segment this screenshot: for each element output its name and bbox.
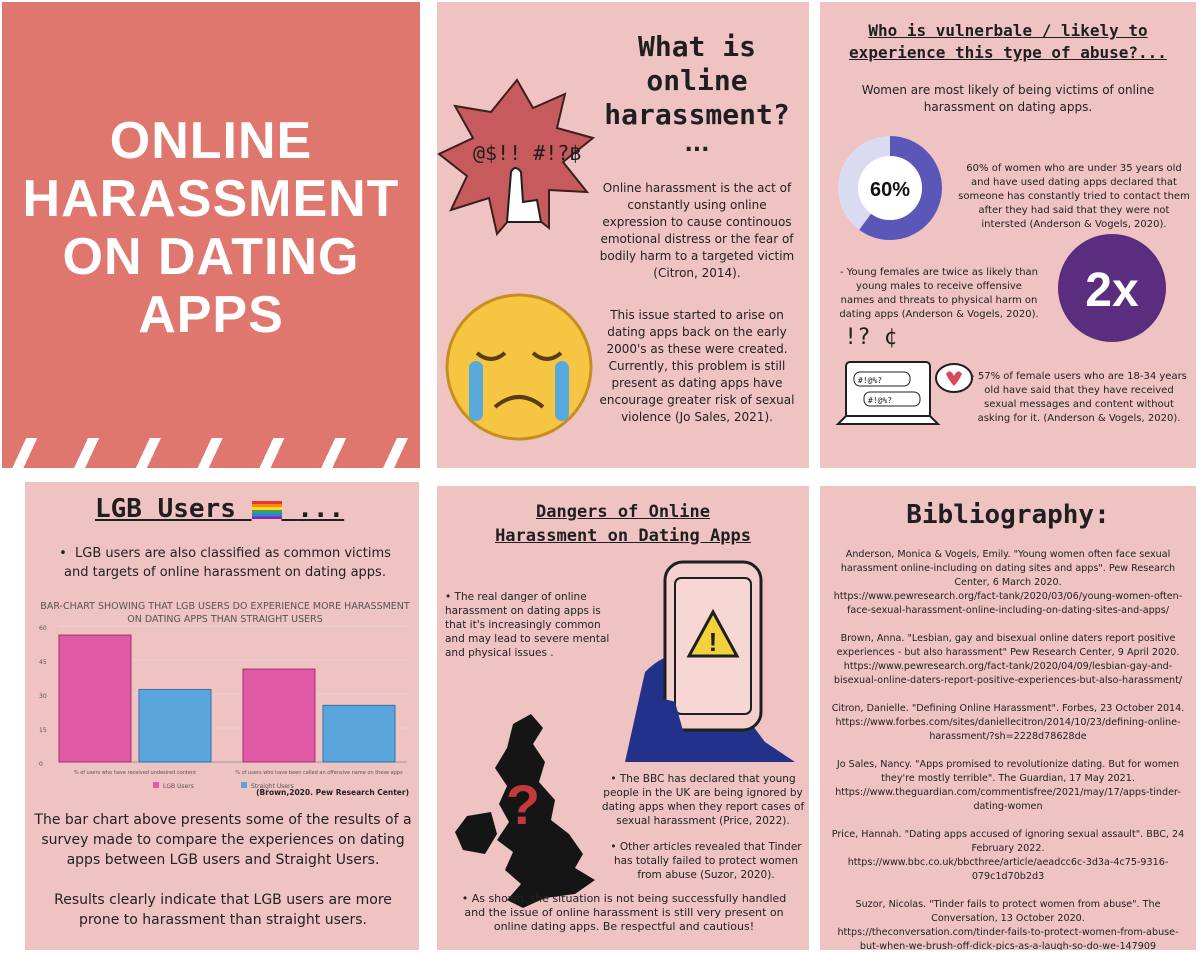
x-tick-label: % of users who have received undesired content bbox=[73, 770, 197, 776]
reference-item: Citron, Danielle. "Defining Online Harassment". Forbes, 23 October 2014. https://www.forbes.com/sites/daniellecitron/2014/10/23/defining-online-harassment/?sh=2228d78628de bbox=[831, 703, 1185, 742]
vulnerable-heading: Who is vulnerbale / likely to experience this type of abuse?... bbox=[849, 21, 1167, 62]
rainbow-flag-icon bbox=[252, 501, 282, 519]
x-tick-label: % of users who have been called an offensive name on these apps bbox=[235, 770, 403, 776]
y-tick-label: 30 bbox=[39, 693, 47, 700]
2x-circle bbox=[1056, 232, 1168, 344]
vulnerable-intro: Women are most likely of being victims of online harassment on dating apps. bbox=[861, 83, 1155, 114]
chart-conclusion: Results clearly indicate that LGB users are more prone to harassment than straight users. bbox=[54, 892, 392, 928]
speech-burst-icon bbox=[437, 72, 597, 252]
question-mark-icon: ? bbox=[505, 773, 541, 836]
lgb-panel bbox=[25, 482, 419, 950]
stat-60-text: 60% of women who are under 35 years old and have used dating apps declared that someone has constantly tried to contact them after they had said that they were not intersted (Anderson & Vogels, 2020). bbox=[958, 163, 1190, 230]
reference-item: Brown, Anna. "Lesbian, gay and bisexual online daters report positive experiences - but also harassment" Pew Research Center, 9 April 2020. https://www.pewresearch.org/fact-tank/2020/04/09/lesbian-gay-and-bisexual-online-daters-report-positive-experiences-but-also-harassment/ bbox=[833, 633, 1183, 686]
stat-2x-text: - Young females are twice as likely than young males to receive offensive names and threats to physical harm on dating apps (Anderson & Vogels, 2020). bbox=[839, 267, 1039, 320]
definition-panel bbox=[437, 2, 809, 468]
crying-face-icon bbox=[439, 287, 599, 447]
y-tick-label: 15 bbox=[39, 727, 47, 734]
lgb-bullet: • LGB users are also classified as common victims and targets of online harassment on dating apps. bbox=[59, 546, 391, 580]
lgb-bar-chart bbox=[31, 622, 415, 792]
reference-item: Anderson, Monica & Vogels, Emily. "Young women often face sexual harassment online-including on dating sites and apps". Pew Research Center, 6 March 2020. https://www.pewresearch.org/fact-tank/2020/03/06/young-women-often-face-sexual-harassment-online-including-on-dating-sites-and-apps/ bbox=[833, 549, 1183, 616]
legend-label-lgb: LGB Users bbox=[163, 783, 194, 790]
vulnerable-panel bbox=[820, 2, 1196, 468]
stat-57-text: - 57% of female users who are 18-34 years old have said that they have received sexual messages and content without asking for it. (Anderson & Vogels, 2020). bbox=[971, 371, 1187, 424]
definition-heading: What is online harassment? bbox=[604, 30, 790, 131]
danger-bullet-3: • Other articles revealed that Tinder has totally failed to protect women from abuse (Suzor, 2020). bbox=[610, 841, 802, 881]
history-text: This issue started to arise on dating apps back on the early 2000's as these were created. Currently, this problem is still present as dating apps have encourage greater risk of sexual violence (Jo Sales, 2021). bbox=[599, 308, 795, 424]
chat-bubble-text: #!@%? bbox=[868, 396, 893, 405]
2x-value: 2x bbox=[1085, 264, 1139, 317]
definition-text: Online harassment is the act of constantly using online expression to cause continouos emotional distress or the fear of bodily harm to a targeted victim (Citron, 2014). bbox=[599, 181, 795, 280]
bar-straight-offensive-name bbox=[323, 705, 395, 762]
legend-swatch-lgb bbox=[153, 782, 159, 788]
lgb-heading: LGB Users ... bbox=[95, 494, 345, 524]
chart-explanation: The bar chart above presents some of the results of a survey made to compare the experiences on dating apps between LGB users and Straight Users. bbox=[34, 812, 412, 868]
symbol-text: @$!! #!?฿ bbox=[473, 141, 582, 165]
legend-label-straight: Straight Users bbox=[251, 783, 294, 790]
main-title: ONLINE HARASSMENT ON DATING APPS bbox=[22, 112, 400, 344]
reference-item: Suzor, Nicolas. "Tinder fails to protect women from abuse". The Conversation, 13 October 2020. https://theconversation.com/tinder-fails-to-protect-women-from-abuse-but-when-we-brush-off-dick-pics-as-a-laugh-so-do-we-147909 bbox=[837, 899, 1179, 950]
y-tick-label: 60 bbox=[39, 625, 47, 632]
y-tick-label: 0 bbox=[39, 761, 43, 768]
warning-sign: ! bbox=[708, 627, 718, 657]
donut-chart-60 bbox=[834, 136, 954, 256]
danger-bullet-1: • The real danger of online harassment on dating apps is that it's increasingly common and may lead to severe mental and physical issues . bbox=[445, 591, 610, 659]
bibliography-panel bbox=[820, 486, 1196, 950]
dangers-heading: Dangers of Online Harassment on Dating Apps bbox=[495, 502, 751, 546]
reference-item: Jo Sales, Nancy. "Apps promised to revolutionize dating. But for women they're mostly terrible". The Guardian, 17 May 2021. https://www.theguardian.com/commentisfree/2021/may/17/apps-tinder-dating-women bbox=[835, 759, 1181, 812]
bibliography-heading: Bibliography: bbox=[906, 500, 1110, 530]
laptop-icon bbox=[834, 320, 974, 450]
donut-value: 60% bbox=[869, 179, 911, 201]
heading-dots: ... bbox=[684, 132, 710, 157]
danger-bullet-4: • As shown, the situation is not being successfully handled and the issue of online harassment is still very present on online dating apps. Be respectful and cautious! bbox=[461, 892, 787, 933]
bar-lgb-offensive-name bbox=[243, 669, 315, 762]
uk-map-icon bbox=[447, 704, 617, 916]
phone-warning-icon bbox=[615, 552, 807, 762]
decorative-stripes bbox=[2, 438, 420, 468]
chat-bubble-text: #!@%? bbox=[858, 376, 883, 385]
chart-title: BAR-CHART SHOWING THAT LGB USERS DO EXPERIENCE MORE HARASSMENT ON DATING APPS THAN STRAIGHT USERS bbox=[40, 601, 410, 625]
bar-straight-undesired-content bbox=[139, 689, 211, 762]
y-tick-label: 45 bbox=[39, 659, 47, 666]
dangers-panel bbox=[437, 486, 809, 950]
chart-source: (Brown,2020. Pew Research Center) bbox=[256, 788, 409, 797]
question-symbols: !? ¢ bbox=[844, 325, 897, 350]
title-panel bbox=[2, 2, 420, 468]
reference-item: Price, Hannah. "Dating apps accused of ignoring sexual assault". BBC, 24 February 2022. https://www.bbc.co.uk/bbcthree/article/aeadcc6c-3d3a-4c75-9316-079c1d70b2d3 bbox=[831, 829, 1185, 882]
legend-swatch-straight bbox=[241, 782, 247, 788]
reference-list bbox=[830, 548, 1186, 950]
danger-bullet-2: • The BBC has declared that young people in the UK are being ignored by dating apps when they report cases of sexual harassment (Price, 2022). bbox=[601, 773, 805, 827]
bar-lgb-undesired-content bbox=[59, 635, 131, 762]
